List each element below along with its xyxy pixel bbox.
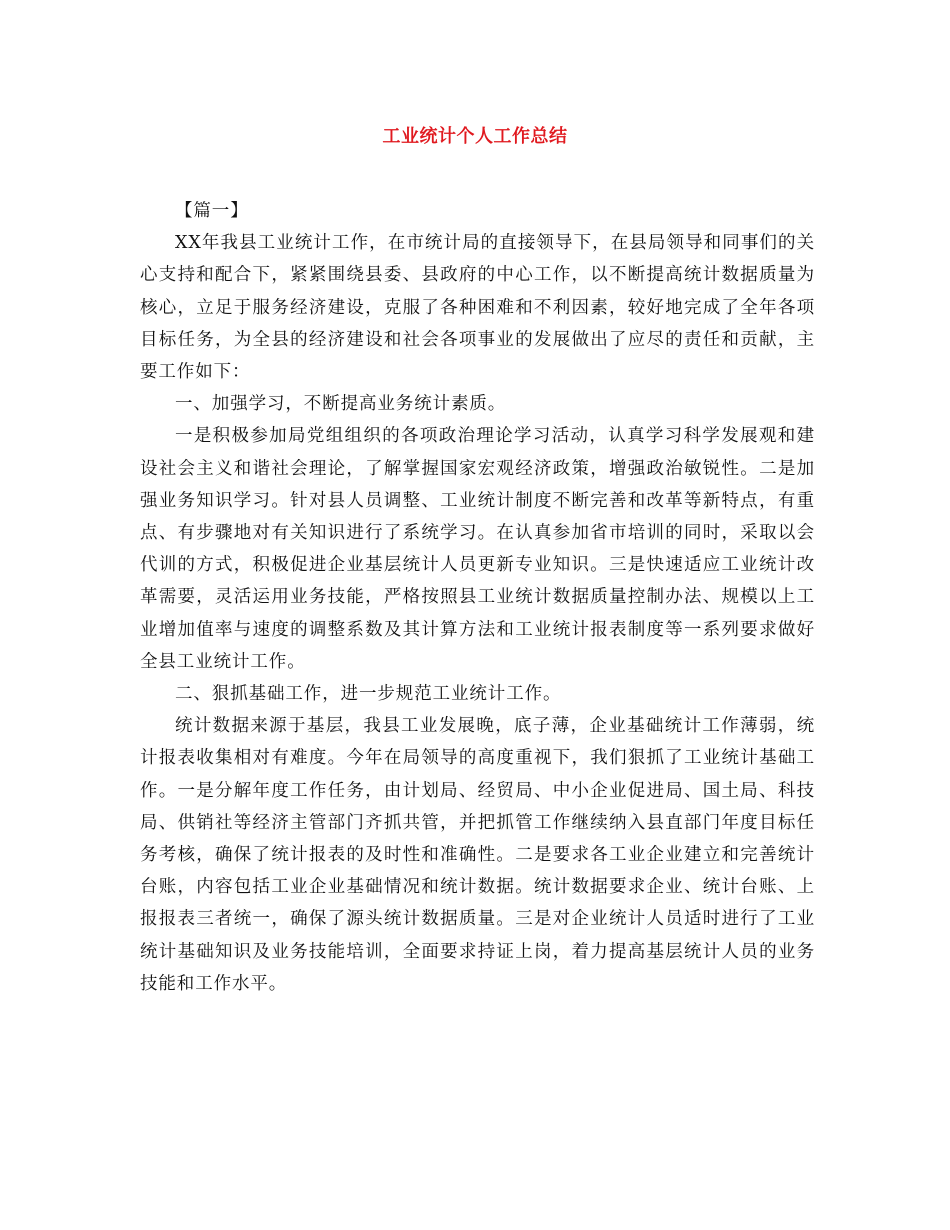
paragraph-intro: XX年我县工业统计工作，在市统计局的直接领导下，在县局领导和同事们的关心支持和配合下，紧紧围绕县委、县政府的中心工作，以不断提高统计数据质量为核心，立足于服务经济建设，克服了各种困难和不利因素，较好地完成了全年各项目标任务，为全县的经济建设和社会各项事业的发展做出了应尽的责任和贡献，主要工作如下： [140, 233, 815, 383]
document-body [140, 195, 815, 1000]
section-label: 【篇一】 [175, 201, 249, 221]
document-title: 工业统计个人工作总结 [382, 126, 568, 147]
section-heading-2: 二、狠抓基础工作，进一步规范工业统计工作。 [175, 684, 562, 705]
section-heading-1: 一、加强学习，不断提高业务统计素质。 [175, 394, 507, 415]
paragraph-study: 一是积极参加局党组组织的各项政治理论学习活动，认真学习科学发展观和建设社会主义和谐社会理论，了解掌握国家宏观经济政策，增强政治敏锐性。二是加强业务知识学习。针对县人员调整、工业统计制度不断完善和改革等新特点，有重点、有步骤地对有关知识进行了系统学习。在认真参加省市培训的同时，采取以会代训的方式，积极促进企业基层统计人员更新专业知识。三是快速适应工业统计改革需要，灵活运用业务技能，严格按照县工业统计数据质量控制办法、规模以上工业增加值率与速度的调整系数及其计算方法和工业统计报表制度等一系列要求做好全县工业统计工作。 [140, 426, 815, 672]
paragraph-foundation: 统计数据来源于基层，我县工业发展晚，底子薄，企业基础统计工作薄弱，统计报表收集相对有难度。今年在局领导的高度重视下，我们狠抓了工业统计基础工作。一是分解年度工作任务，由计划局、经贸局、中小企业促进局、国土局、科技局、供销社等经济主管部门齐抓共管，并把抓管工作继续纳入县直部门年度目标任务考核，确保了统计报表的及时性和准确性。二是要求各工业企业建立和完善统计台账，内容包括工业企业基础情况和统计数据。统计数据要求企业、统计台账、上报报表三者统一，确保了源头统计数据质量。三是对企业统计人员适时进行了工业统计基础知识及业务技能培训，全面要求持证上岗，着力提高基层统计人员的业务技能和工作水平。 [140, 716, 815, 994]
